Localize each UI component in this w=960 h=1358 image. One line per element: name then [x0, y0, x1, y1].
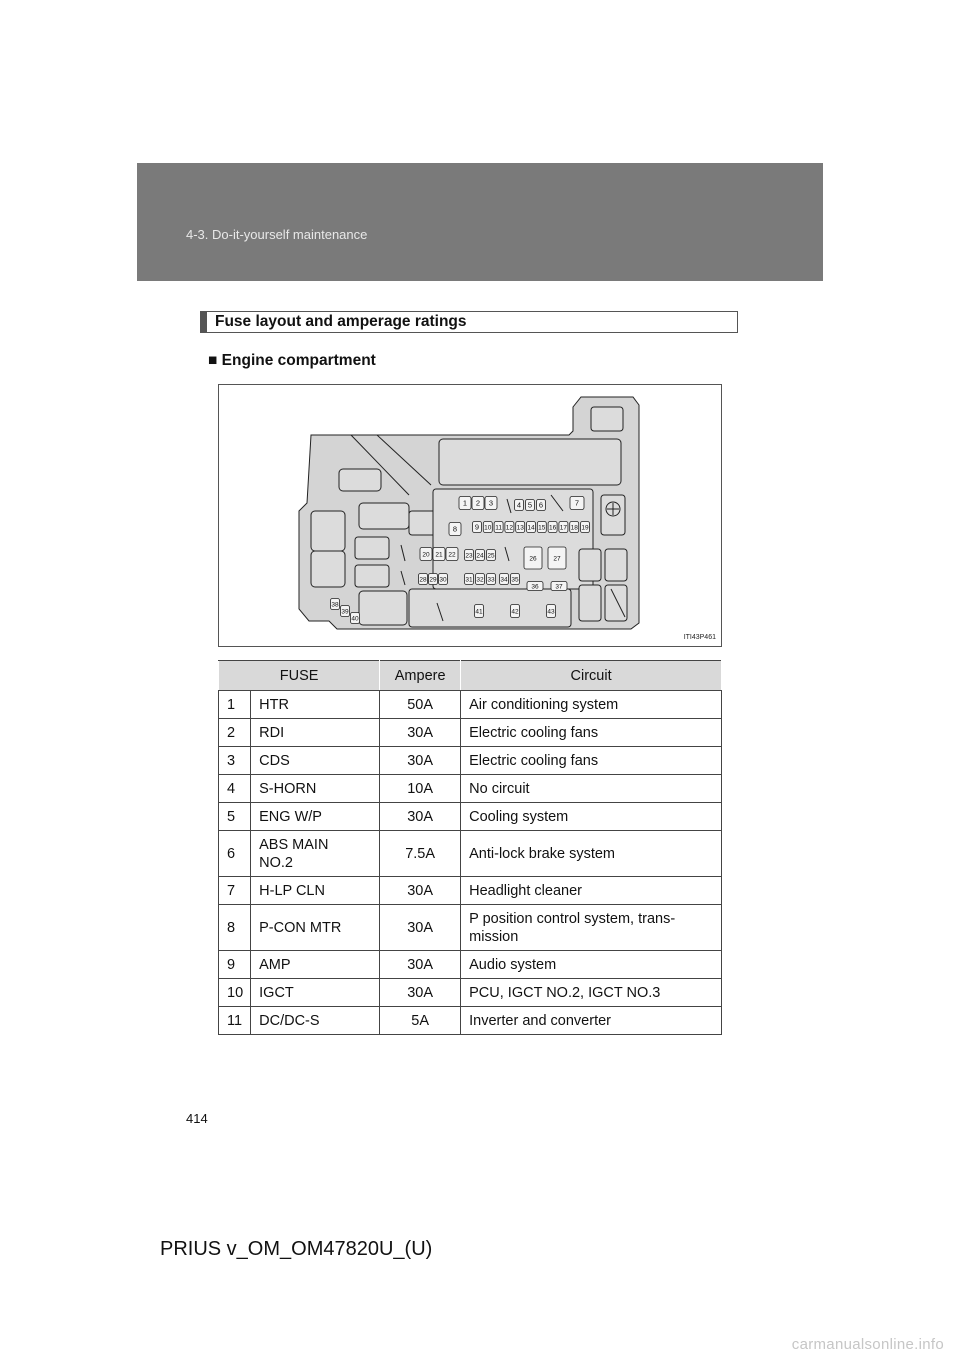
fuse-circuit: PCU, IGCT NO.2, IGCT NO.3 [461, 979, 722, 1007]
fuse-number: 10 [219, 979, 251, 1007]
table-row [219, 951, 722, 979]
fuse-name: DC/DC-S [251, 1007, 380, 1035]
fuse-ampere: 30A [380, 877, 461, 905]
fuse-circuit: P position control system, trans- mission [461, 905, 722, 951]
fuse-label-17: 17 [559, 524, 568, 532]
fuse-circuit: Electric cooling fans [461, 719, 722, 747]
fuse-ampere: 7.5A [380, 831, 461, 877]
fuse-number: 3 [219, 747, 251, 775]
fuse-label-33: 33 [487, 576, 495, 584]
fuse-ampere: 30A [380, 951, 461, 979]
section-label: 4-3. Do-it-yourself maintenance [186, 227, 368, 242]
fuse-name: ENG W/P [251, 803, 380, 831]
fuse-label-9: 9 [474, 522, 480, 532]
fuse-label-12: 12 [505, 524, 514, 532]
fuse-label-5: 5 [527, 500, 533, 510]
fuse-ampere: 30A [380, 979, 461, 1007]
page-number: 414 [186, 1111, 208, 1126]
fuse-number: 8 [219, 905, 251, 951]
fuse-label-27: 27 [553, 555, 561, 563]
fuse-ampere: 30A [380, 803, 461, 831]
fuse-label-35: 35 [511, 576, 519, 584]
fuse-label-18: 18 [570, 524, 578, 532]
table-row [219, 719, 722, 747]
fuse-label-2: 2 [475, 498, 481, 508]
fuse-circuit: No circuit [461, 775, 722, 803]
top-relay-block [439, 439, 621, 485]
fuse-circuit: Cooling system [461, 803, 722, 831]
header-fuse: FUSE [219, 661, 380, 691]
document-code: PRIUS v_OM_OM47820U_(U) [160, 1238, 433, 1260]
fuse-label-36: 36 [531, 583, 539, 591]
table-row [219, 831, 722, 877]
fuse-label-22: 22 [448, 551, 456, 559]
fuse-label-16: 16 [548, 524, 557, 532]
fuse-label-38: 38 [331, 601, 339, 609]
fuse-label-11: 11 [495, 524, 502, 532]
fuse-label-23: 23 [465, 552, 473, 560]
table-row [219, 905, 722, 951]
fuse-name: HTR [251, 691, 380, 719]
fuse-label-20: 20 [422, 551, 430, 559]
fuse-label-29: 29 [429, 576, 437, 584]
fuse-label-40: 40 [351, 615, 359, 623]
fuse-name: ABS MAIN NO.2 [251, 831, 380, 877]
fuse-name: RDI [251, 719, 380, 747]
table-row [219, 775, 722, 803]
fuse-label-26: 26 [529, 555, 537, 563]
fuse-label-19: 19 [581, 524, 589, 532]
fuse-label-6: 6 [538, 500, 544, 510]
fuse-name: IGCT [251, 979, 380, 1007]
fuse-label-21: 21 [435, 551, 443, 559]
fuse-label-31: 31 [465, 576, 473, 584]
fuse-circuit: Inverter and converter [461, 1007, 722, 1035]
fuse-number: 2 [219, 719, 251, 747]
fuse-circuit: Electric cooling fans [461, 747, 722, 775]
fuse-name: CDS [251, 747, 380, 775]
fuse-ampere: 30A [380, 905, 461, 951]
fuse-label-1: 1 [462, 498, 468, 508]
table-header-row [219, 661, 722, 691]
subheading: ■ Engine compartment [208, 352, 376, 369]
fuse-circuit: Anti-lock brake system [461, 831, 722, 877]
fuse-label-34: 34 [500, 576, 508, 584]
fuse-label-14: 14 [527, 524, 535, 532]
fuse-label-28: 28 [419, 576, 427, 584]
fuse-number: 6 [219, 831, 251, 877]
table-row [219, 979, 722, 1007]
fuse-circuit: Air conditioning system [461, 691, 722, 719]
fuse-ampere: 5A [380, 1007, 461, 1035]
fuse-table [218, 660, 722, 1035]
fuse-label-39: 39 [341, 608, 349, 616]
fuse-label-10: 10 [484, 524, 492, 532]
table-row [219, 877, 722, 905]
fuse-ampere: 30A [380, 719, 461, 747]
fuse-name: S-HORN [251, 775, 380, 803]
table-row [219, 747, 722, 775]
fuse-label-25: 25 [487, 552, 495, 560]
table-row [219, 691, 722, 719]
fuse-number: 1 [219, 691, 251, 719]
fuse-label-41: 41 [475, 608, 483, 616]
header-band [137, 163, 823, 281]
fuse-label-43: 43 [547, 608, 555, 616]
fuse-box-illustration [219, 385, 723, 648]
fuse-number: 5 [219, 803, 251, 831]
table-row [219, 803, 722, 831]
fuse-number: 7 [219, 877, 251, 905]
fuse-label-37: 37 [555, 583, 563, 591]
fuse-label-30: 30 [439, 576, 447, 584]
section-heading: Fuse layout and amperage ratings [200, 311, 738, 333]
fuse-circuit: Audio system [461, 951, 722, 979]
fuse-number: 9 [219, 951, 251, 979]
fuse-ampere: 30A [380, 747, 461, 775]
fuse-label-4: 4 [516, 500, 522, 510]
fuse-ampere: 50A [380, 691, 461, 719]
fuse-label-3: 3 [488, 498, 494, 508]
watermark: carmanualsonline.info [791, 1336, 944, 1353]
fuse-label-7: 7 [574, 498, 580, 508]
fuse-label-24: 24 [476, 552, 484, 560]
fuse-number: 11 [219, 1007, 251, 1035]
table-row [219, 1007, 722, 1035]
fuse-circuit: Headlight cleaner [461, 877, 722, 905]
fuse-label-8: 8 [452, 524, 458, 534]
fuse-label-42: 42 [511, 608, 519, 616]
fuse-box-diagram [218, 384, 722, 647]
fuse-name: H-LP CLN [251, 877, 380, 905]
fuse-name: P-CON MTR [251, 905, 380, 951]
fuse-label-13: 13 [516, 524, 524, 532]
fuse-number: 4 [219, 775, 251, 803]
fuse-label-15: 15 [538, 524, 546, 532]
fuse-label-32: 32 [476, 576, 484, 584]
fuse-ampere: 10A [380, 775, 461, 803]
diagram-code: ITI43P461 [683, 634, 716, 641]
header-ampere: Ampere [380, 661, 461, 691]
fuse-name: AMP [251, 951, 380, 979]
header-circuit: Circuit [461, 661, 722, 691]
